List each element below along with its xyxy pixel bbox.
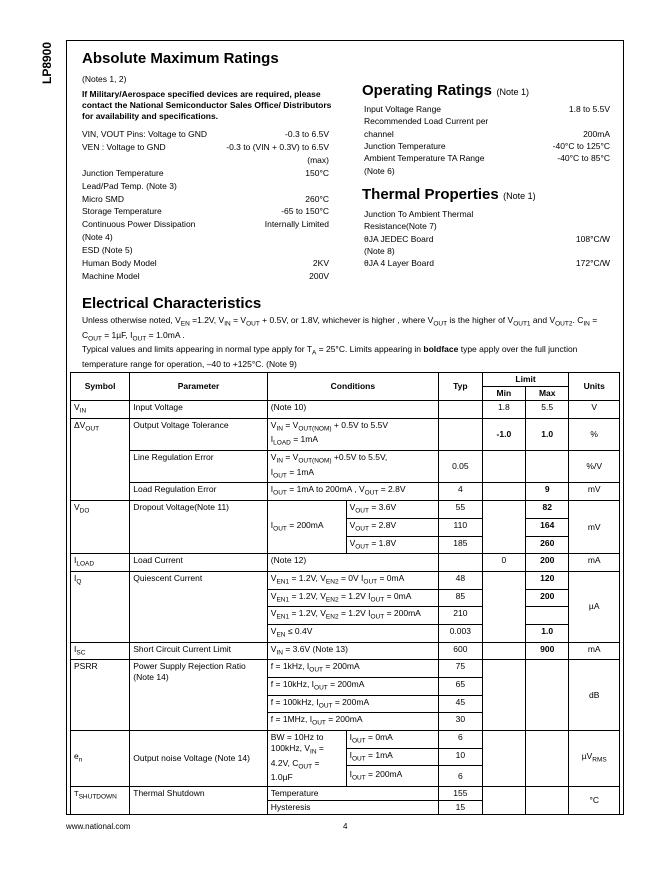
sym-en: $e_n$ <box>71 731 130 787</box>
max-vin: 5.5 <box>526 401 569 419</box>
abs-label-5: Micro SMD <box>82 193 125 204</box>
unit-load-reg: mV <box>569 483 620 501</box>
cond-psrr-b: f = 10kHz, $I_{OUT} = 200mA$ <box>267 678 438 696</box>
min-iq <box>482 571 525 642</box>
unit-iload: mA <box>569 554 620 572</box>
table-row <box>71 660 620 678</box>
ec-title: Electrical Characteristics <box>82 295 262 312</box>
cond-vdo-b: $V_{OUT} = 2.8V$ <box>346 518 438 536</box>
abs-value-1: -0.3 to (VIN + 0.3V) to 6.5V <box>226 141 329 152</box>
unit-isc: mA <box>569 642 620 660</box>
min-isc <box>482 642 525 660</box>
typ-en-a: 6 <box>438 731 482 749</box>
footer-url[interactable]: www.national.com <box>66 822 131 831</box>
max-load-reg: 9 <box>526 483 569 501</box>
thermal-label-1: Resistance(Note 7) <box>364 221 437 232</box>
unit-psrr: dB <box>569 660 620 731</box>
unit-vin: V <box>569 401 620 419</box>
max-iload: 200 <box>526 554 569 572</box>
min-vdo <box>482 501 525 554</box>
abs-label-7: Continuous Power Dissipation <box>82 219 196 230</box>
min-vin: 1.8 <box>482 401 525 419</box>
abs-label-11: Machine Model <box>82 270 140 281</box>
typ-iq-a: 48 <box>438 571 482 589</box>
table-row <box>71 642 620 660</box>
cond-psrr-d: f = 1MHz, $I_{OUT} = 200mA$ <box>267 713 438 731</box>
typ-load-reg: 4 <box>438 483 482 501</box>
op-label-0: Input Voltage Range <box>364 104 442 114</box>
part-number-tab <box>40 38 58 88</box>
abs-max-list <box>82 128 329 288</box>
table-row <box>71 501 620 519</box>
typ-vdo-a: 55 <box>438 501 482 519</box>
hdr-max: Max <box>526 387 569 401</box>
typ-iq-c: 210 <box>438 607 482 625</box>
thermal-value-4: 172°C/W <box>575 258 610 269</box>
cond-load-reg: $I_{OUT} = 1mA$ to 200mA , $V_{OUT} = 2.8V$ <box>267 483 438 501</box>
cond-en-a: $I_{OUT} = 0mA$ <box>346 731 438 749</box>
abs-label-4: Lead/Pad Temp. (Note 3) <box>82 180 177 191</box>
max-iq-c <box>526 607 569 625</box>
max-en <box>526 731 569 787</box>
cond-ts-b: Hysteresis <box>267 801 438 815</box>
par-en: Output noise Voltage (Note 14) <box>130 731 268 787</box>
sym-isc: $I_{SC}$ <box>71 642 130 660</box>
par-vdo: Dropout Voltage(Note 11) <box>130 501 268 554</box>
table-row <box>71 483 620 501</box>
thermal-list <box>364 208 610 273</box>
cond-en-c: $I_{OUT} = 200mA$ <box>346 766 438 787</box>
cond-vin: (Note 10) <box>267 401 438 419</box>
cond-ts-a: Temperature <box>267 787 438 801</box>
op-value-4: -40°C to 85°C <box>557 153 610 164</box>
unit-iq: µA <box>569 571 620 642</box>
par-tshutdown: Thermal Shutdown <box>130 787 268 815</box>
abs-label-10: Human Body Model <box>82 258 157 268</box>
par-iload: Load Current <box>130 554 268 572</box>
cond-iq-a: $V_{EN1} = 1.2V$, $V_{EN2} = 0V$ $I_{OUT} = 0mA$ <box>267 571 438 589</box>
max-psrr <box>526 660 569 731</box>
unit-dvout: % <box>569 418 620 450</box>
par-vin: Input Voltage <box>130 401 268 419</box>
typ-ts-a: 155 <box>438 787 482 801</box>
typ-line-reg: 0.05 <box>438 451 482 483</box>
par-isc: Short Circuit Current Limit <box>130 642 268 660</box>
thermal-label-4: θJA 4 Layer Board <box>364 258 434 269</box>
typ-vdo-b: 110 <box>438 518 482 536</box>
typ-iq-d: 0.003 <box>438 624 482 642</box>
unit-vdo: mV <box>569 501 620 554</box>
abs-label-0: VIN, VOUT Pins: Voltage to GND <box>82 129 208 139</box>
sym-psrr: PSRR <box>71 660 130 731</box>
min-en <box>482 731 525 787</box>
op-value-3: -40°C to 125°C <box>552 140 610 151</box>
abs-value-10: 2KV <box>312 258 329 268</box>
cond-iq-d: $V_{EN} \le 0.4V$ <box>267 624 438 642</box>
max-ts <box>526 787 569 815</box>
sym-dvout: $\Delta V_{OUT}$ <box>71 418 130 500</box>
abs-value-7: Internally Limited <box>264 219 329 230</box>
cond-line-reg: $V_{IN} = V_{OUT(NOM)} +0.5V$ to 5.5V, $I_{OUT} = 1mA$ <box>267 451 438 483</box>
sym-iq: $I_Q$ <box>71 571 130 642</box>
typ-vin <box>438 401 482 419</box>
abs-value-3: 150°C <box>305 167 329 178</box>
cond-iq-b: $V_{EN1} = 1.2V$, $V_{EN2} = 1.2V$ $I_{OUT} = 0mA$ <box>267 589 438 607</box>
op-label-2: channel <box>364 128 394 139</box>
unit-en: µV$_{RMS}$ <box>569 731 620 787</box>
military-warning: If Military/Aerospace specified devices are required, please contact the National Semiconductor Sales Office/ Distributors for availability and specifications. <box>82 89 332 121</box>
cond-dvout: $V_{IN} = V_{OUT(NOM)} + 0.5V$ to 5.5V $I_{LOAD} = 1mA$ <box>267 418 438 450</box>
abs-max-notes: (Notes 1, 2) <box>82 74 127 84</box>
max-isc: 900 <box>526 642 569 660</box>
hdr-conditions: Conditions <box>267 373 438 401</box>
hdr-limit: Limit <box>482 373 569 387</box>
op-ratings-note: (Note 1) <box>496 87 529 97</box>
op-ratings-heading <box>362 82 529 100</box>
par-line-reg: Line Regulation Error <box>130 451 268 483</box>
cond-psrr-a: f = 1kHz, $I_{OUT} = 200mA$ <box>267 660 438 678</box>
op-value-2: 200mA <box>583 128 610 139</box>
cond-psrr-c: f = 100kHz, $I_{OUT} = 200mA$ <box>267 695 438 713</box>
table-row <box>71 451 620 483</box>
typ-isc: 600 <box>438 642 482 660</box>
hdr-units: Units <box>569 373 620 401</box>
typ-en-c: 6 <box>438 766 482 787</box>
ec-table <box>70 372 620 815</box>
op-label-3: Junction Temperature <box>364 140 446 151</box>
unit-line-reg: %/V <box>569 451 620 483</box>
thermal-heading <box>362 186 536 204</box>
table-row <box>71 731 620 749</box>
par-dvout: Output Voltage Tolerance <box>130 418 268 450</box>
typ-psrr-a: 75 <box>438 660 482 678</box>
min-ts <box>482 787 525 815</box>
table-row <box>71 787 620 801</box>
op-label-5: (Note 6) <box>364 165 395 176</box>
cond-vdo-c: $V_{OUT} = 1.8V$ <box>346 536 438 554</box>
thermal-label-2: θJA JEDEC Board <box>364 233 434 244</box>
min-iload: 0 <box>482 554 525 572</box>
abs-label-3: Junction Temperature <box>82 167 164 178</box>
max-vdo-b: 164 <box>526 518 569 536</box>
abs-label-6: Storage Temperature <box>82 206 162 217</box>
abs-value-6: -65 to 150°C <box>281 206 329 217</box>
abs-value-2: (max) <box>307 154 329 165</box>
sym-vin: $V_{IN}$ <box>71 401 130 419</box>
part-number: LP8900 <box>40 41 55 85</box>
sym-iload: $I_{LOAD}$ <box>71 554 130 572</box>
abs-value-5: 260°C <box>305 193 329 204</box>
table-row <box>71 418 620 450</box>
typ-psrr-c: 45 <box>438 695 482 713</box>
page-number: 4 <box>343 822 348 831</box>
op-value-0: 1.8 to 5.5V <box>568 104 610 114</box>
hdr-symbol: Symbol <box>71 373 130 401</box>
op-label-4: Ambient Temperature TA Range <box>364 153 485 164</box>
max-iq-d: 1.0 <box>526 624 569 642</box>
sym-vdo: $V_{DO}$ <box>71 501 130 554</box>
min-dvout: -1.0 <box>482 418 525 450</box>
max-dvout: 1.0 <box>526 418 569 450</box>
typ-psrr-d: 30 <box>438 713 482 731</box>
thermal-title: Thermal Properties <box>362 186 499 203</box>
unit-ts: °C <box>569 787 620 815</box>
thermal-label-0: Junction To Ambient Thermal <box>364 209 474 219</box>
abs-max-title: Absolute Maximum Ratings <box>82 50 279 67</box>
abs-label-9: ESD (Note 5) <box>82 245 133 256</box>
par-load-reg: Load Regulation Error <box>130 483 268 501</box>
table-row <box>71 554 620 572</box>
op-ratings-title: Operating Ratings <box>362 82 493 99</box>
max-iq-b: 200 <box>526 589 569 607</box>
table-row <box>71 401 620 419</box>
typ-psrr-b: 65 <box>438 678 482 696</box>
hdr-min: Min <box>482 387 525 401</box>
hdr-typ: Typ <box>438 373 482 401</box>
typ-dvout <box>438 418 482 450</box>
typ-iload <box>438 554 482 572</box>
min-line-reg <box>482 451 525 483</box>
op-label-1: Recommended Load Current per <box>364 116 489 127</box>
cond-isc: $V_{IN} = 3.6V$ (Note 13) <box>267 642 438 660</box>
max-iq-a: 120 <box>526 571 569 589</box>
ec-intro-1: Unless otherwise noted, $V_{EN} =1.2V$, $V_{IN} = V_{OUT} + 0.5V$, or 1.8V, whichever is higher , where $V_{OUT}$ is the higher of $V_{OUT1}$ and $V_{OUT2}$. $C_{IN} = C_{OUT} = 1\mu F$, $I_{OUT} = 1.0mA$ . <box>82 315 598 343</box>
cond-en: BW = 10Hz to 100kHz, $V_{IN} = 4.2V$, $C_{OUT} = 1.0\mu F$ <box>267 731 346 787</box>
table-row <box>71 571 620 589</box>
abs-label-1: VEN : Voltage to GND <box>82 141 166 152</box>
cond-vdo: $I_{OUT} = 200mA$ <box>267 501 346 554</box>
cond-vdo-a: $V_{OUT} = 3.6V$ <box>346 501 438 519</box>
par-iq: Quiescent Current <box>130 571 268 642</box>
abs-label-8: (Note 4) <box>82 232 113 243</box>
cond-iload: (Note 12) <box>267 554 438 572</box>
typ-iq-b: 85 <box>438 589 482 607</box>
op-ratings-list <box>364 103 610 178</box>
ec-intro-2: Typical values and limits appearing in normal type apply for $T_A = 25^\circ C$. Limits appearing in boldface type apply over the full junction temperature range for operation, –40 to +125°C. (Note 9) <box>82 344 578 369</box>
typ-vdo-c: 185 <box>438 536 482 554</box>
thermal-note: (Note 1) <box>503 191 536 201</box>
sym-tshutdown: $T_{SHUTDOWN}$ <box>71 787 130 815</box>
max-vdo-a: 82 <box>526 501 569 519</box>
cond-iq-c: $V_{EN1} = 1.2V$, $V_{EN2} = 1.2V$ $I_{OUT} = 200mA$ <box>267 607 438 625</box>
abs-value-0: -0.3 to 6.5V <box>285 129 329 139</box>
thermal-label-3: (Note 8) <box>364 245 395 256</box>
cond-en-b: $I_{OUT} = 1mA$ <box>346 748 438 766</box>
typ-ts-b: 15 <box>438 801 482 815</box>
min-psrr <box>482 660 525 731</box>
par-psrr: Power Supply Rejection Ratio (Note 14) <box>130 660 268 731</box>
hdr-parameter: Parameter <box>130 373 268 401</box>
thermal-value-2: 108°C/W <box>575 233 610 244</box>
min-load-reg <box>482 483 525 501</box>
typ-en-b: 10 <box>438 748 482 766</box>
max-line-reg <box>526 451 569 483</box>
abs-value-11: 200V <box>309 270 329 281</box>
max-vdo-c: 260 <box>526 536 569 554</box>
